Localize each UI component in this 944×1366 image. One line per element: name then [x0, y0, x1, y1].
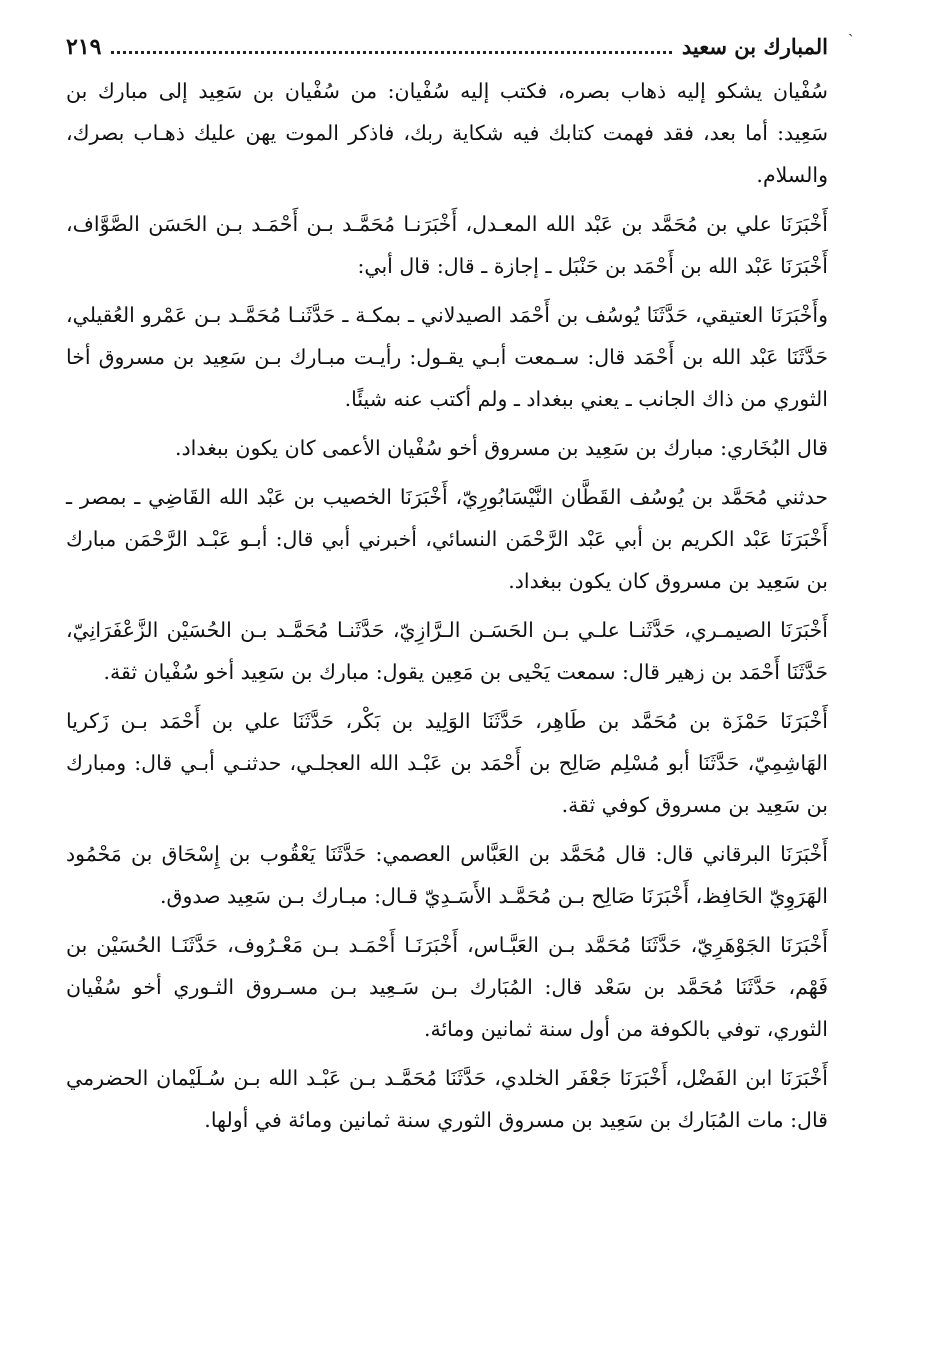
paragraph-8: أَخْبَرَنَا البرقاني قال: قال مُحَمَّد بن العَبَّاس العصمي: حَدَّثَنَا يَعْقُوب بن إِسْحَاق بن مَحْمُود الهَرَوِيّ الحَافِظ، أَخْبَرَنَا صَالِح بـن مُحَمَّـد الأَسَـدِيّ قـال: مبـارك بـن سَعِيد صدوق.: [66, 842, 828, 908]
paragraph-7: أَخْبَرَنَا حَمْزَة بن مُحَمَّد بن طَاهِر، حَدَّثَنَا الوَلِيد بن بَكْر، حَدَّثَنَا علي بن أَحْمَد بـن زَكريا الهَاشِمِيّ، حَدَّثَنَا أبو مُسْلِم صَالِح بن أَحْمَد بن عَبْـد الله العجلـي، حدثنـي أبـي قال: ومبارك بن سَعِيد بن مسروق كوفي ثقة.: [66, 709, 828, 817]
paragraph-1: سُفْيان يشكو إليه ذهاب بصره، فكتب إليه سُفْيان: من سُفْيان بن سَعِيد إلى مبارك بن سَعِيد: أما بعد، فقد فهمت كتابك فيه شكاية ربك، فاذكر الموت يهن عليك ذهـاب بصرك، والسلام.: [66, 79, 828, 187]
paragraph-9: أَخْبَرَنَا الجَوْهَرِيّ، حَدَّثَنَا مُحَمَّد بـن العَبَّـاس، أَخْبَرَنَـا أَحْمَـد بـن مَعْـرُوف، حَدَّثَنَـا الحُسَيْن بن فَهْم، حَدَّثَنَا مُحَمَّد بن سَعْد قال: المُبَارك بـن سَـعِيد بـن مسـروق الثـوري أخو سُفْيان الثوري، توفي بالكوفة من أول سنة ثمانين ومائة.: [66, 933, 828, 1041]
paragraph-5: حدثني مُحَمَّد بن يُوسُف القَطَّان النَّيْسَابُورِيّ، أَخْبَرَنَا الخصيب بن عَبْد الله القَاضِي ـ بمصر ـ أَخْبَرَنَا عَبْد الكريم بن أبي عَبْد الرَّحْمَن النسائي، أخبرني أبي قال: أبـو عَبْـد الرَّحْمَن مبارك بن سَعِيد بن مسروق كان يكون ببغداد.: [66, 485, 828, 593]
running-title: المبارك بن سعيد: [681, 34, 828, 59]
running-header: [66, 30, 828, 64]
paragraph-4: قال البُخَاري: مبارك بن سَعِيد بن مسروق أخو سُفْيان الأعمى كان يكون ببغداد.: [175, 436, 828, 460]
paragraph-10: أَخْبَرَنَا ابن الفَضْل، أَخْبَرَنَا جَعْفَر الخلدي، حَدَّثَنَا مُحَمَّـد بـن عَبْـد الله بـن سُـلَيْمان الحضرمي قال: مات المُبَارك بن سَعِيد بن مسروق الثوري سنة ثمانين ومائة في أولها.: [66, 1066, 828, 1132]
body-text: [66, 70, 828, 1141]
page-number: ٢١٩: [66, 34, 102, 60]
dotted-leader: [111, 33, 671, 54]
corner-mark: ˎ: [848, 18, 854, 37]
paragraph-2: أَخْبَرَنَا علي بن مُحَمَّد بن عَبْد الله المعـدل، أَخْبَرَنـا مُحَمَّـد بـن أَحْمَـد بـن الحَسَن الصَّوَّاف، أَخْبَرَنَا عَبْد الله بن أَحْمَد بن حَنْبَل ـ إجازة ـ قال: قال أبي:: [66, 212, 828, 278]
paragraph-3: وأَخْبَرَنَا العتيقي، حَدَّثَنَا يُوسُف بن أَحْمَد الصيدلاني ـ بمكـة ـ حَدَّثَنـا مُحَمَّـد بـن عَمْرو العُقيلي، حَدَّثَنَا عَبْد الله بن أَحْمَد قال: سـمعت أبـي يقـول: رأيـت مبـارك بـن سَعِيد بن مسروق أخا الثوري من ذاك الجانب ـ يعني ببغداد ـ ولم أكتب عنه شيئًا.: [66, 303, 828, 411]
paragraph-6: أَخْبَرَنَا الصيمـري، حَدَّثَنـا علـي بـن الحَسَـن الـرَّازِيّ، حَدَّثَنـا مُحَمَّـد بـن الحُسَيْن الزَّعْفَرَانِيّ، حَدَّثَنَا أَحْمَد بن زهير قال: سمعت يَحْيى بن مَعِين يقول: مبارك بن سَعِيد أخو سُفْيان ثقة.: [66, 618, 828, 684]
book-page: [66, 30, 828, 1148]
